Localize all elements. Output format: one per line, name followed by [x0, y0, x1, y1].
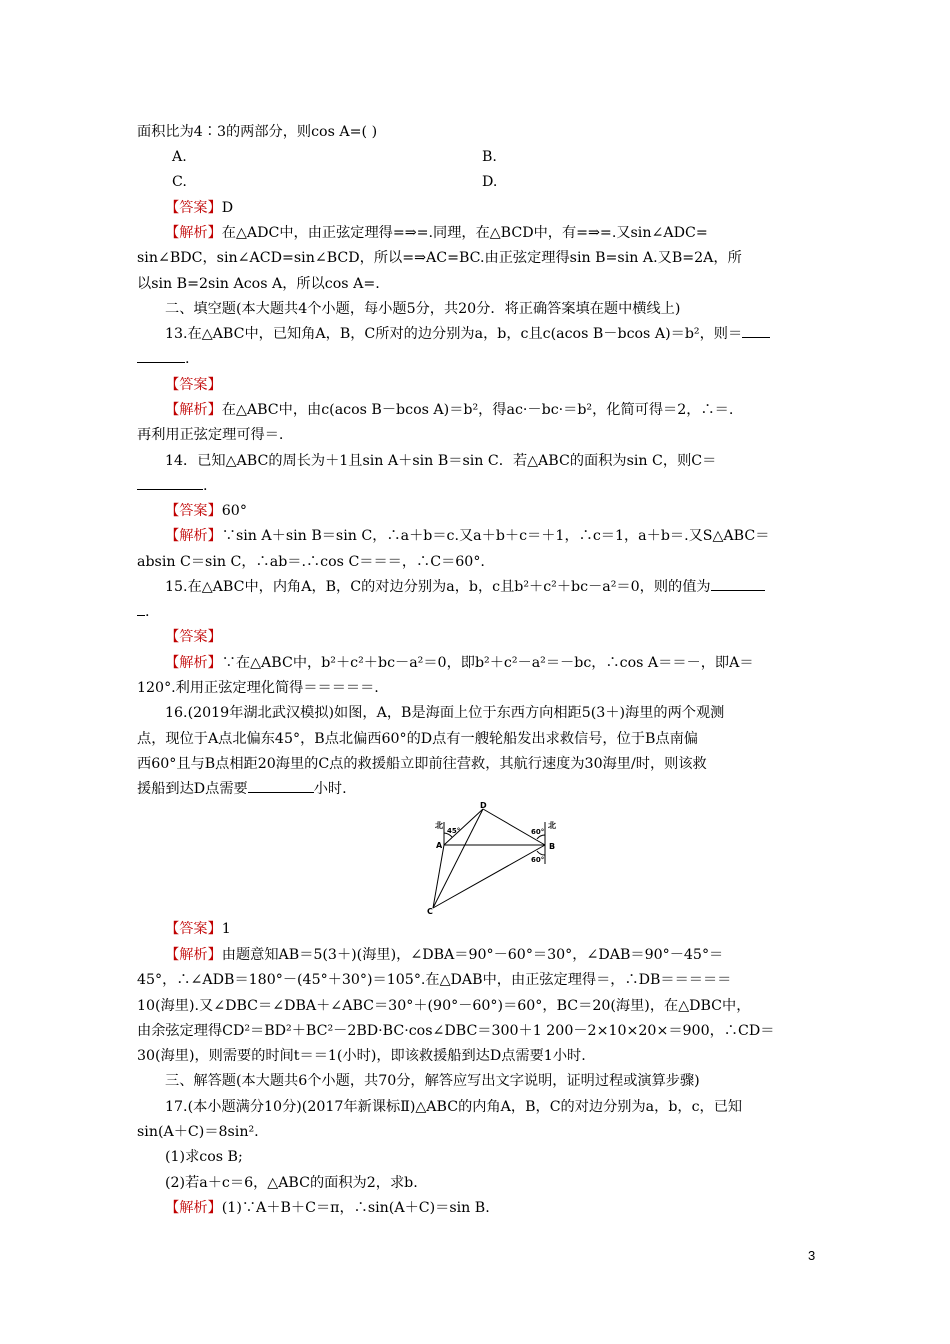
explain-16-line2: 45°，∴∠ADB＝180°－(45°＋30°)＝105°.在△DAB中，由正弦定理得＝，∴DB＝＝＝＝＝ — [137, 972, 732, 988]
q13-line2: . — [137, 348, 190, 370]
q17-part1: (1)求cos B; — [165, 1149, 243, 1165]
label-b: B — [549, 842, 556, 851]
q17-line2: sin(A＋C)＝8sin². — [137, 1124, 259, 1140]
label-a: A — [436, 841, 443, 850]
q16-line3: 西60°且与B点相距20海里的C点的救援船立即前往营救，其航行速度为30海里/时，则该救 — [137, 756, 707, 772]
explain-12-line3: 以sin B=2sin Acos A，所以cos A=. — [137, 276, 380, 292]
explain-12-line2: sin∠BDC，sin∠ACD=sin∠BCD，所以=⇒AC=BC.由正弦定理得sin B=sin A.又B=2A，所 — [137, 250, 742, 266]
section-3-heading: 三、解答题(本大题共6个小题，共70分，解答应写出文字说明，证明过程或演算步骤) — [165, 1073, 700, 1089]
explain-14-line2: absin C＝sin C，∴ab＝.∴cos C＝＝＝，∴C＝60°. — [137, 554, 485, 570]
explain-14-line1: 【解析】∵sin A＋sin B＝sin C，∴a＋b＝c.又a＋b＋c＝＋1，∴c＝1，a＋b＝.又S△ABC＝ — [165, 528, 770, 544]
option-c: C. — [172, 174, 187, 190]
explain-16-line5: 30(海里)，则需要的时间t＝＝1(小时)，即该救援船到达D点需要1小时. — [137, 1048, 586, 1064]
segment-bc — [433, 845, 545, 908]
q12-stem-end: 面积比为4∶3的两部分，则cos A=( ) — [137, 124, 378, 140]
explain-16-line1: 【解析】由题意知AB＝5(3＋)(海里)，∠DBA＝90°－60°＝30°，∠DAB＝90°－45°＝ — [165, 947, 724, 963]
q16-line2: 点，现位于A点北偏东45°，B点北偏西60°的D点有一艘轮船发出求救信号，位于B点南偏 — [137, 731, 698, 747]
explain-13-line1: 【解析】在△ABC中，由c(acos B－bcos A)＝b²，得ac·－bc·＝b²，化简可得＝2，∴＝. — [165, 402, 734, 418]
navigation-diagram — [424, 800, 564, 915]
q17-line1: 17.(本小题满分10分)(2017年新课标Ⅱ)△ABC的内角A，B，C的对边分别为a，b，c，已知 — [165, 1099, 743, 1115]
q17-part2: (2)若a＋c＝6，△ABC的面积为2，求b. — [165, 1175, 418, 1191]
answer-14: 【答案】60° — [165, 503, 247, 519]
q14-line2: . — [137, 475, 208, 497]
explain-13-line2: 再利用正弦定理可得＝. — [137, 427, 284, 443]
label-d: D — [480, 801, 487, 810]
explain-16-line4: 由余弦定理得CD²＝BD²＋BC²－2BD·BC·cos∠DBC＝300＋1 200－2×10×20×＝900，∴CD＝ — [137, 1023, 775, 1039]
option-d: D. — [482, 174, 498, 190]
label-north-b: 北 — [548, 821, 556, 830]
explain-12-line1: 【解析】在△ADC中，由正弦定理得=⇒=.同理，在△BCD中，有=⇒=.又sin∠ADC= — [165, 225, 708, 241]
answer-15: 【答案】 — [165, 629, 222, 645]
section-2-heading: 二、填空题(本大题共4个小题，每小题5分，共20分．将正确答案填在题中横线上) — [165, 301, 681, 317]
answer-16: 【答案】1 — [165, 921, 231, 937]
q16-line1: 16.(2019年湖北武汉模拟)如图，A，B是海面上位于东西方向相距5(3＋)海里的两个观测 — [165, 705, 725, 721]
explain-17-line1: 【解析】(1)∵A＋B＋C＝π，∴sin(A＋C)＝sin B. — [165, 1200, 490, 1216]
answer-12: 【答案】D — [165, 200, 234, 216]
q13-line1: 13.在△ABC中，已知角A，B，C所对的边分别为a，b，c且c(acos B－bcos A)＝b²，则＝ — [165, 323, 770, 345]
page-number: 3 — [808, 1248, 816, 1263]
label-angle-60-top: 60° — [531, 828, 545, 836]
explain-15-line1: 【解析】∵在△ABC中，b²＋c²＋bc－a²＝0，即b²＋c²－a²＝－bc，∴cos A＝＝－，即A＝ — [165, 655, 754, 671]
q16-line4: 援船到达D点需要 小时. — [137, 778, 347, 800]
q14-line1: 14．已知△ABC的周长为＋1且sin A＋sin B＝sin C．若△ABC的面积为sin C，则C＝ — [165, 453, 717, 469]
angle-arc-60-bottom — [537, 851, 545, 855]
label-c: C — [427, 907, 433, 915]
explain-16-line3: 10(海里).又∠DBC＝∠DBA＋∠ABC＝30°＋(90°－60°)＝60°，BC＝20(海里)，在△DBC中， — [137, 998, 751, 1014]
segment-db — [483, 809, 545, 845]
option-b: B. — [482, 149, 497, 165]
q15-line1: 15.在△ABC中，内角A，B，C的对边分别为a，b，c且b²＋c²＋bc－a²＝0，则的值为 — [165, 576, 765, 598]
q15-line2: . — [137, 601, 150, 623]
option-a: A. — [172, 149, 187, 165]
segment-ac — [433, 845, 444, 908]
label-angle-45: 45° — [447, 827, 461, 835]
label-angle-60-bottom: 60° — [531, 856, 545, 864]
explain-15-line2: 120°.利用正弦定理化简得＝＝＝＝＝. — [137, 680, 379, 696]
label-north-a: 北 — [435, 821, 443, 830]
answer-13: 【答案】 — [165, 377, 222, 393]
